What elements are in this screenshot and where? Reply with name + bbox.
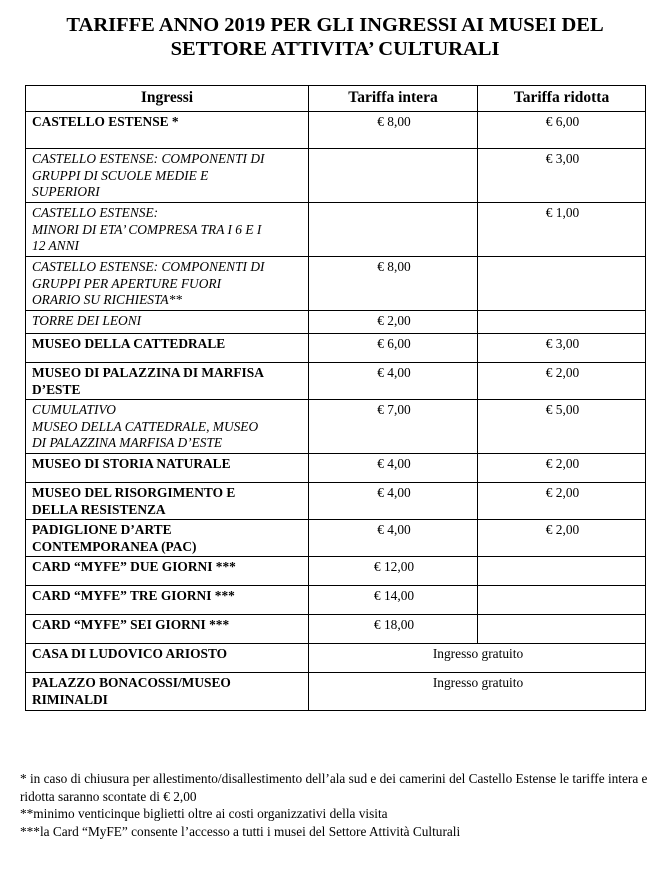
table-row: [26, 615, 646, 644]
footnotes: [20, 770, 660, 840]
tariffa-ridotta-cell: € 2,00: [478, 483, 646, 520]
entry-name: MUSEO DELLA CATTEDRALE: [26, 334, 309, 363]
entry-name: CASTELLO ESTENSE *: [26, 112, 309, 149]
tariffa-intera-cell: € 4,00: [309, 483, 478, 520]
entry-name: CASA DI LUDOVICO ARIOSTO: [26, 644, 309, 673]
tariffa-ridotta-cell: € 5,00: [478, 400, 646, 454]
footnote: * in caso di chiusura per allestimento/disallestimento dell’ala sud e dei camerini del Castello Estense le tariffe intera e ridotta saranno scontate di € 2,00: [20, 771, 648, 804]
tariffa-intera-cell: € 6,00: [309, 334, 478, 363]
table-row: [26, 311, 646, 334]
title-line: TARIFFE ANNO 2019 PER GLI INGRESSI AI MUSEI DEL: [66, 14, 604, 36]
tariffa-ridotta-cell: € 3,00: [478, 334, 646, 363]
tariffa-ridotta-cell: € 2,00: [478, 454, 646, 483]
table-row: [26, 334, 646, 363]
table-row: [26, 673, 646, 711]
footnote: ***la Card “MyFE” consente l’accesso a tutti i musei del Settore Attività Culturali: [20, 823, 461, 839]
table-row: [26, 149, 646, 203]
tariffa-intera-cell: € 18,00: [309, 615, 478, 644]
column-header-tariffa-ridotta: Tariffa ridotta: [478, 86, 646, 112]
footnote: **minimo venticinque biglietti oltre ai costi organizzativi della visita: [20, 806, 388, 821]
entry-name: TORRE DEI LEONI: [26, 311, 309, 334]
table-row: [26, 586, 646, 615]
entry-name: CARD “MYFE” SEI GIORNI ***: [26, 615, 309, 644]
tariffa-intera-cell: € 4,00: [309, 520, 478, 557]
tariffa-ridotta-cell: [478, 557, 646, 586]
entry-name: CASTELLO ESTENSE: MINORI DI ETA’ COMPRESA TRA I 6 E I 12 ANNI: [26, 203, 309, 257]
entry-name: CASTELLO ESTENSE: COMPONENTI DI GRUPPI PER APERTURE FUORI ORARIO SU RICHIESTA**: [26, 257, 309, 311]
entry-name: CARD “MYFE” DUE GIORNI ***: [26, 557, 309, 586]
table-row: [26, 520, 646, 557]
tariffa-intera-cell: € 8,00: [309, 112, 478, 149]
table-row: [26, 454, 646, 483]
tariffa-intera-cell: [309, 149, 478, 203]
tariffa-intera-cell: € 12,00: [309, 557, 478, 586]
tariffa-ridotta-cell: € 6,00: [478, 112, 646, 149]
table-row: [26, 483, 646, 520]
table-row: [26, 644, 646, 673]
tariffe-table: [25, 85, 646, 711]
column-header-ingressi: Ingressi: [26, 86, 309, 112]
entry-name: CARD “MYFE” TRE GIORNI ***: [26, 586, 309, 615]
tariffa-intera-cell: € 4,00: [309, 363, 478, 400]
tariffa-ridotta-cell: [478, 257, 646, 311]
table-row: [26, 112, 646, 149]
table-row: [26, 557, 646, 586]
entry-name: PADIGLIONE D’ARTE CONTEMPORANEA (PAC): [26, 520, 309, 557]
table-row: [26, 400, 646, 454]
table-row: [26, 363, 646, 400]
tariffa-intera-cell: € 2,00: [309, 311, 478, 334]
tariffa-ridotta-cell: [478, 586, 646, 615]
tariffa-ridotta-cell: € 3,00: [478, 149, 646, 203]
tariffa-intera-cell: € 8,00: [309, 257, 478, 311]
tariffa-ridotta-cell: [478, 311, 646, 334]
tariffa-intera-cell: € 14,00: [309, 586, 478, 615]
tariffa-intera-cell: € 7,00: [309, 400, 478, 454]
page-title: [0, 13, 670, 61]
column-header-tariffa-intera: Tariffa intera: [309, 86, 478, 112]
tariffa-ridotta-cell: € 2,00: [478, 363, 646, 400]
entry-name: MUSEO DI PALAZZINA DI MARFISA D’ESTE: [26, 363, 309, 400]
tariffa-intera-cell: € 4,00: [309, 454, 478, 483]
tariffa-ridotta-cell: [478, 615, 646, 644]
tariffa-ridotta-cell: € 2,00: [478, 520, 646, 557]
table-header-row: [26, 86, 646, 112]
entry-name: MUSEO DI STORIA NATURALE: [26, 454, 309, 483]
entry-name: PALAZZO BONACOSSI/MUSEO RIMINALDI: [26, 673, 309, 711]
free-entry-cell: Ingresso gratuito: [309, 644, 646, 673]
entry-name: MUSEO DEL RISORGIMENTO E DELLA RESISTENZA: [26, 483, 309, 520]
entry-name: CASTELLO ESTENSE: COMPONENTI DI GRUPPI DI SCUOLE MEDIE E SUPERIORI: [26, 149, 309, 203]
tariffa-ridotta-cell: € 1,00: [478, 203, 646, 257]
title-line: SETTORE ATTIVITA’ CULTURALI: [170, 38, 500, 60]
table-row: [26, 257, 646, 311]
table-row: [26, 203, 646, 257]
entry-name: CUMULATIVO MUSEO DELLA CATTEDRALE, MUSEO DI PALAZZINA MARFISA D’ESTE: [26, 400, 309, 454]
free-entry-cell: Ingresso gratuito: [309, 673, 646, 711]
tariffa-intera-cell: [309, 203, 478, 257]
